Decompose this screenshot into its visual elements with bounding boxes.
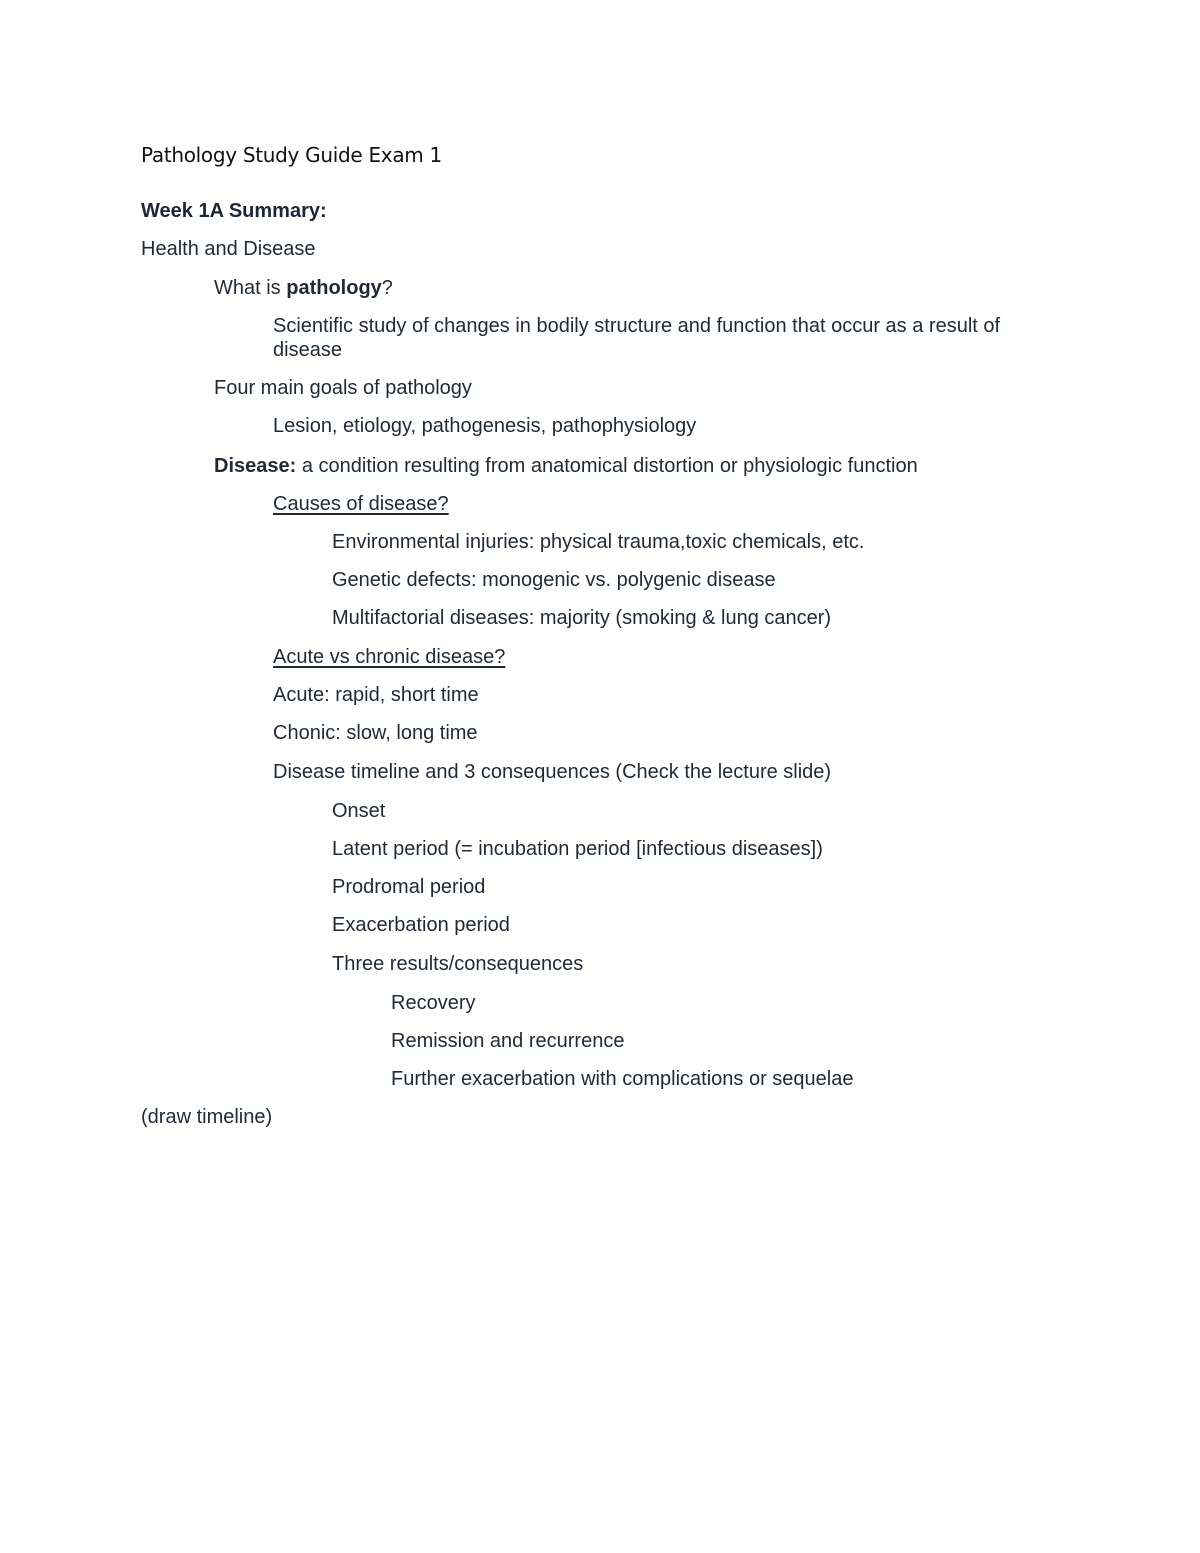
week-heading: Week 1A Summary: (141, 200, 327, 222)
cause-item: Genetic defects: monogenic vs. polygenic disease (332, 569, 776, 591)
timeline-heading: Disease timeline and 3 consequences (Check the lecture slide) (273, 761, 832, 783)
timeline-item: Exacerbation period (332, 914, 510, 936)
result-item: Further exacerbation with complications or sequelae (391, 1068, 854, 1090)
result-item: Remission and recurrence (391, 1030, 625, 1052)
timeline-item: Onset (332, 800, 386, 822)
timeline-item: Prodromal period (332, 876, 486, 898)
acute-line: Acute: rapid, short time (273, 684, 479, 706)
disease-term: Disease: (214, 455, 297, 477)
pathology-definition: Scientific study of changes in bodily structure and function that occur as a result of disease (273, 315, 1001, 361)
goals-list: Lesion, etiology, pathogenesis, pathophysiology (273, 415, 697, 437)
goals-heading: Four main goals of pathology (214, 377, 472, 399)
document-title: Pathology Study Guide Exam 1 (141, 143, 442, 167)
cause-item: Environmental injuries: physical trauma,toxic chemicals, etc. (332, 531, 865, 553)
disease-definition-line (214, 454, 918, 478)
draw-timeline-note: (draw timeline) (141, 1106, 273, 1128)
cause-item: Multifactorial diseases: majority (smoking & lung cancer) (332, 607, 832, 629)
acute-chronic-heading: Acute vs chronic disease? (273, 646, 506, 668)
timeline-item: Latent period (= incubation period [infectious diseases]) (332, 838, 823, 860)
result-item: Recovery (391, 992, 476, 1014)
what-is-prefix: What is (214, 277, 287, 299)
what-is-question (214, 276, 393, 300)
pathology-term: pathology (286, 277, 382, 299)
timeline-item: Three results/consequences (332, 953, 584, 975)
disease-definition: a condition resulting from anatomical distortion or physiologic function (296, 455, 918, 477)
section-heading: Health and Disease (141, 238, 316, 260)
causes-heading: Causes of disease? (273, 493, 449, 515)
chronic-line: Chonic: slow, long time (273, 722, 478, 744)
what-is-suffix: ? (381, 277, 393, 299)
